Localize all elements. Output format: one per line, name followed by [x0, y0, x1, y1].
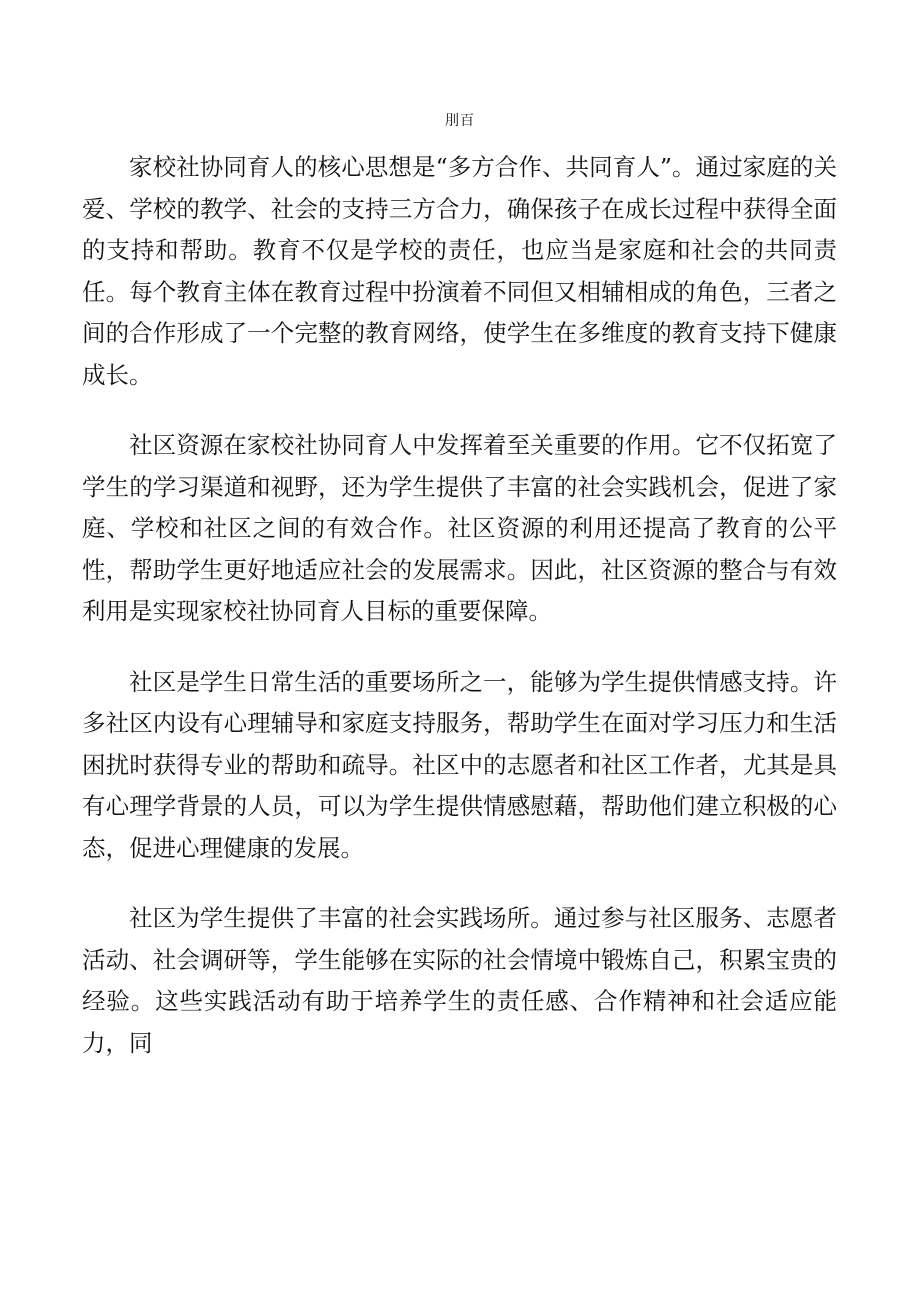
paragraph-1: 家校社协同育人的核心思想是“多方合作、共同育人”。通过家庭的关爱、学校的教学、社会的支持三方合力，确保孩子在成长过程中获得全面的支持和帮助。教育不仅是学校的责任，也应当是家庭和社会的共同责任。每个教育主体在教育过程中扮演着不同但又相辅相成的角色，三者之间的合作形成了一个完整的教育网络，使学生在多维度的教育支持下健康成长。 — [82, 153, 837, 389]
document-body — [82, 147, 837, 1093]
page-heading: 刖百 — [445, 113, 475, 129]
paragraph-4: 社区为学生提供了丰富的社会实践场所。通过参与社区服务、志愿者活动、社会调研等，学生能够在实际的社会情境中锻炼自己，积累宝贵的经验。这些实践活动有助于培养学生的责任感、合作精神和社会适应能力，同 — [82, 904, 837, 1057]
paragraph-2: 社区资源在家校社协同育人中发挥着至关重要的作用。它不仅拓宽了学生的学习渠道和视野，还为学生提供了丰富的社会实践机会，促进了家庭、学校和社区之间的有效合作。社区资源的利用还提高了教育的公平性，帮助学生更好地适应社会的发展需求。因此，社区资源的整合与有效利用是实现家校社协同育人目标的重要保障。 — [82, 431, 837, 625]
paragraph-3: 社区是学生日常生活的重要场所之一，能够为学生提供情感支持。许多社区内设有心理辅导和家庭支持服务，帮助学生在面对学习压力和生活困扰时获得专业的帮助和疏导。社区中的志愿者和社区工作者，尤其是具有心理学背景的人员，可以为学生提供情感慰藉，帮助他们建立积极的心态，促进心理健康的发展。 — [82, 667, 837, 862]
